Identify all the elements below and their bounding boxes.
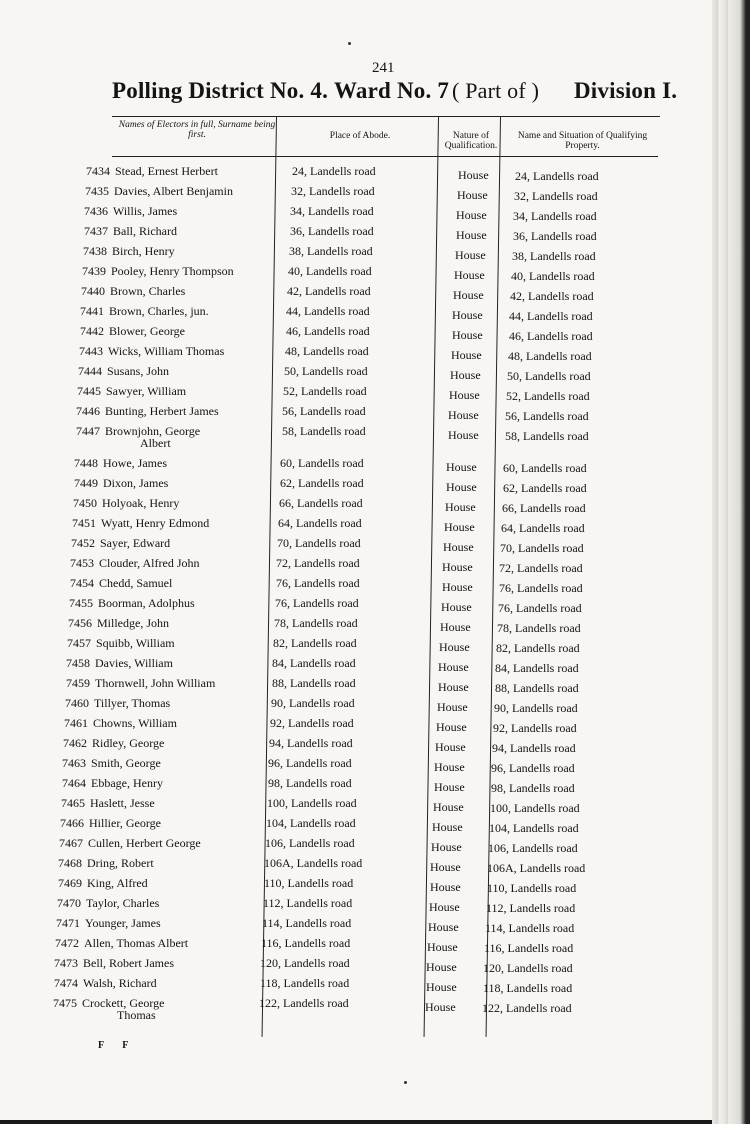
qualifying-property: 100, Landells road <box>490 801 580 815</box>
elector-number: 7473 <box>54 956 78 970</box>
place-of-abode: 106, Landells road <box>265 836 355 850</box>
qualifying-property: 118, Landells road <box>483 981 573 995</box>
qualification-nature: House <box>446 480 477 494</box>
place-of-abode: 72, Landells road <box>276 556 360 570</box>
elector-name: Crockett, George <box>82 996 165 1010</box>
place-of-abode: 66, Landells road <box>279 496 363 510</box>
elector-name: Wicks, William Thomas <box>108 344 225 358</box>
qualifying-property: 70, Landells road <box>500 541 584 555</box>
elector-number: 7435 <box>85 184 109 198</box>
qualification-nature: House <box>456 228 487 242</box>
qualifying-property: 98, Landells road <box>491 781 575 795</box>
elector-number: 7441 <box>80 304 104 318</box>
qualifying-property: 96, Landells road <box>491 761 575 775</box>
qualification-nature: House <box>440 620 471 634</box>
elector-name: Blower, George <box>109 324 185 338</box>
elector-name: Willis, James <box>113 204 178 218</box>
place-of-abode: 40, Landells road <box>288 264 372 278</box>
elector-row <box>0 896 700 914</box>
elector-name: Milledge, John <box>97 616 169 630</box>
place-of-abode: 118, Landells road <box>260 976 350 990</box>
qualifying-property: 106A, Landells road <box>487 861 586 875</box>
place-of-abode: 76, Landells road <box>276 576 360 590</box>
elector-number: 7467 <box>59 836 83 850</box>
elector-number: 7460 <box>65 696 89 710</box>
qualifying-property: 60, Landells road <box>503 461 587 475</box>
qualification-nature: House <box>441 600 472 614</box>
qualification-nature: House <box>434 780 465 794</box>
place-of-abode: 32, Landells road <box>291 184 375 198</box>
place-of-abode: 92, Landells road <box>270 716 354 730</box>
elector-row <box>0 676 700 694</box>
elector-name: Susans, John <box>107 364 170 378</box>
stacked-page-edges <box>712 0 750 1124</box>
elector-name: Squibb, William <box>96 636 175 650</box>
qualifying-property: 112, Landells road <box>486 901 576 915</box>
place-of-abode: 122, Landells road <box>259 996 349 1010</box>
qualifying-property: 90, Landells road <box>494 701 578 715</box>
qualifying-property: 110, Landells road <box>487 881 577 895</box>
elector-name: Hillier, George <box>89 816 161 830</box>
qualifying-property: 76, Landells road <box>498 601 582 615</box>
elector-number: 7471 <box>56 916 80 930</box>
elector-name: Ball, Richard <box>113 224 177 238</box>
elector-number: 7455 <box>69 596 93 610</box>
elector-row <box>0 696 700 714</box>
qualification-nature: House <box>434 760 465 774</box>
elector-number: 7464 <box>62 776 86 790</box>
qualifying-property: 94, Landells road <box>492 741 576 755</box>
place-of-abode: 96, Landells road <box>268 756 352 770</box>
elector-row <box>0 756 700 774</box>
qualification-nature: House <box>432 820 463 834</box>
qualification-nature: House <box>426 960 457 974</box>
qualifying-property: 46, Landells road <box>509 329 593 343</box>
place-of-abode: 114, Landells road <box>262 916 352 930</box>
elector-row <box>0 716 700 734</box>
place-of-abode: 120, Landells road <box>260 956 350 970</box>
elector-number: 7468 <box>58 856 82 870</box>
elector-name: Bunting, Herbert James <box>105 404 219 418</box>
qualifying-property: 50, Landells road <box>507 369 591 383</box>
elector-number: 7469 <box>58 876 82 890</box>
elector-name: Ebbage, Henry <box>91 776 163 790</box>
elector-name: Holyoak, Henry <box>102 496 180 510</box>
qualification-nature: House <box>448 408 479 422</box>
elector-row <box>0 184 700 202</box>
elector-name: Bell, Robert James <box>83 956 174 970</box>
place-of-abode: 24, Landells road <box>292 164 376 178</box>
elector-number: 7439 <box>82 264 106 278</box>
elector-name: Younger, James <box>85 916 161 930</box>
elector-name: Taylor, Charles <box>86 896 160 910</box>
qualifying-property: 114, Landells road <box>485 921 575 935</box>
elector-name: Tillyer, Thomas <box>94 696 171 710</box>
elector-row <box>0 856 700 874</box>
place-of-abode: 56, Landells road <box>282 404 366 418</box>
elector-name: Chedd, Samuel <box>99 576 173 590</box>
place-of-abode: 98, Landells road <box>268 776 352 790</box>
elector-name-continued: Thomas <box>117 1008 156 1022</box>
elector-name: Stead, Ernest Herbert <box>115 164 218 178</box>
qualification-nature: House <box>444 520 475 534</box>
qualifying-property: 72, Landells road <box>499 561 583 575</box>
qualification-nature: House <box>438 680 469 694</box>
place-of-abode: 112, Landells road <box>263 896 353 910</box>
elector-number: 7470 <box>57 896 81 910</box>
qualification-nature: House <box>450 368 481 382</box>
qualifying-property: 44, Landells road <box>509 309 593 323</box>
qualification-nature: House <box>426 980 457 994</box>
qualification-nature: House <box>446 460 477 474</box>
qualifying-property: 42, Landells road <box>510 289 594 303</box>
elector-name: Davies, Albert Benjamin <box>114 184 233 198</box>
qualifying-property: 38, Landells road <box>512 249 596 263</box>
qualifying-property: 32, Landells road <box>514 189 598 203</box>
elector-row <box>0 516 700 534</box>
elector-name: Sawyer, William <box>106 384 187 398</box>
elector-row <box>0 616 700 634</box>
qualifying-property: 66, Landells road <box>502 501 586 515</box>
elector-name: Howe, James <box>103 456 167 470</box>
place-of-abode: 44, Landells road <box>286 304 370 318</box>
elector-number: 7466 <box>60 816 84 830</box>
qualification-nature: House <box>425 1000 456 1014</box>
elector-number: 7465 <box>61 796 85 810</box>
elector-name: Brown, Charles <box>110 284 186 298</box>
elector-number: 7452 <box>71 536 95 550</box>
elector-row <box>0 956 700 974</box>
elector-row <box>0 996 700 1022</box>
qualification-nature: House <box>448 428 479 442</box>
part-of-label: ( Part of ) <box>452 78 540 103</box>
place-of-abode: 94, Landells road <box>269 736 353 750</box>
place-of-abode: 70, Landells road <box>277 536 361 550</box>
elector-name: Chowns, William <box>93 716 177 730</box>
elector-name: Birch, Henry <box>112 244 175 258</box>
qualifying-property: 62, Landells road <box>503 481 587 495</box>
elector-name: Brownjohn, George <box>105 424 201 438</box>
elector-name: Clouder, Alfred John <box>99 556 200 570</box>
qualification-nature: House <box>449 388 480 402</box>
elector-name: Ridley, George <box>92 736 165 750</box>
elector-name: King, Alfred <box>87 876 148 890</box>
place-of-abode: 110, Landells road <box>264 876 354 890</box>
place-of-abode: 84, Landells road <box>272 656 356 670</box>
header-bottom-rule <box>112 156 658 157</box>
elector-name: Wyatt, Henry Edmond <box>101 516 210 530</box>
elector-row <box>0 976 700 994</box>
elector-name: Davies, William <box>95 656 173 670</box>
elector-row <box>0 636 700 654</box>
column-header-names: Names of Electors in full, Surname being first. <box>118 120 276 140</box>
elector-number: 7456 <box>68 616 92 630</box>
qualifying-property: 104, Landells road <box>489 821 579 835</box>
qualification-nature: House <box>442 560 473 574</box>
qualifying-property: 106, Landells road <box>488 841 578 855</box>
qualification-nature: House <box>454 268 485 282</box>
qualifying-property: 58, Landells road <box>505 429 589 443</box>
elector-number: 7440 <box>81 284 105 298</box>
qualification-nature: House <box>429 900 460 914</box>
polling-district-title: Polling District No. 4. <box>112 78 329 103</box>
elector-row <box>0 384 700 402</box>
elector-name-continued: Albert <box>140 436 171 450</box>
column-header-property: Name and Situation of Qualifying Property. <box>517 131 648 151</box>
page-number: 241 <box>372 60 395 76</box>
place-of-abode: 104, Landells road <box>266 816 356 830</box>
elector-row <box>0 596 700 614</box>
elector-number: 7459 <box>66 676 90 690</box>
qualifying-property: 76, Landells road <box>499 581 583 595</box>
place-of-abode: 78, Landells road <box>274 616 358 630</box>
place-of-abode: 50, Landells road <box>284 364 368 378</box>
elector-row <box>0 344 700 362</box>
elector-row <box>0 816 700 834</box>
elector-row <box>0 264 700 282</box>
qualification-nature: House <box>457 188 488 202</box>
qualifying-property: 122, Landells road <box>482 1001 572 1015</box>
elector-number: 7454 <box>70 576 94 590</box>
elector-number: 7438 <box>83 244 107 258</box>
qualification-nature: House <box>430 880 461 894</box>
elector-row <box>0 776 700 794</box>
place-of-abode: 76, Landells road <box>275 596 359 610</box>
elector-row <box>0 224 700 242</box>
elector-number: 7453 <box>70 556 94 570</box>
ward-title: Ward No. 7 <box>334 78 450 103</box>
elector-row <box>0 876 700 894</box>
elector-number: 7451 <box>72 516 96 530</box>
elector-row <box>0 496 700 514</box>
qualifying-property: 24, Landells road <box>515 169 599 183</box>
elector-number: 7442 <box>80 324 104 338</box>
qualification-nature: House <box>456 208 487 222</box>
qualifying-property: 88, Landells road <box>495 681 579 695</box>
qualification-nature: House <box>427 940 458 954</box>
place-of-abode: 64, Landells road <box>278 516 362 530</box>
elector-number: 7458 <box>66 656 90 670</box>
qualifying-property: 36, Landells road <box>513 229 597 243</box>
qualification-nature: House <box>453 288 484 302</box>
qualification-nature: House <box>436 720 467 734</box>
elector-number: 7457 <box>67 636 91 650</box>
qualifying-property: 34, Landells road <box>513 209 597 223</box>
qualifying-property: 92, Landells road <box>493 721 577 735</box>
elector-row <box>0 364 700 382</box>
place-of-abode: 52, Landells road <box>283 384 367 398</box>
qualifying-property: 120, Landells road <box>483 961 573 975</box>
qualification-nature: House <box>438 660 469 674</box>
elector-row <box>0 736 700 754</box>
qualification-nature: House <box>430 860 461 874</box>
elector-row <box>0 304 700 322</box>
page-mark <box>348 42 351 45</box>
elector-name: Boorman, Adolphus <box>98 596 195 610</box>
qualifying-property: 82, Landells road <box>496 641 580 655</box>
qualifying-property: 48, Landells road <box>508 349 592 363</box>
elector-name: Sayer, Edward <box>100 536 171 550</box>
elector-row <box>0 244 700 262</box>
elector-number: 7445 <box>77 384 101 398</box>
elector-number: 7434 <box>86 164 110 178</box>
elector-row <box>0 324 700 342</box>
elector-name: Dixon, James <box>103 476 169 490</box>
qualification-nature: House <box>428 920 459 934</box>
elector-row <box>0 576 700 594</box>
qualification-nature: House <box>433 800 464 814</box>
qualification-nature: House <box>443 540 474 554</box>
elector-number: 7437 <box>84 224 108 238</box>
elector-number: 7463 <box>62 756 86 770</box>
qualification-nature: House <box>439 640 470 654</box>
elector-name: Brown, Charles, jun. <box>109 304 209 318</box>
qualification-nature: House <box>437 700 468 714</box>
elector-number: 7443 <box>79 344 103 358</box>
elector-name: Allen, Thomas Albert <box>84 936 189 950</box>
place-of-abode: 34, Landells road <box>290 204 374 218</box>
elector-row <box>0 656 700 674</box>
qualification-nature: House <box>431 840 462 854</box>
qualification-nature: House <box>452 308 483 322</box>
elector-row <box>0 936 700 954</box>
elector-row <box>0 164 700 182</box>
qualifying-property: 78, Landells road <box>497 621 581 635</box>
header-top-rule <box>112 116 660 117</box>
qualification-nature: House <box>445 500 476 514</box>
elector-number: 7450 <box>73 496 97 510</box>
page-mark <box>404 1081 407 1084</box>
column-header-abode: Place of Abode. <box>329 131 391 141</box>
elector-row <box>0 204 700 222</box>
elector-row <box>0 836 700 854</box>
elector-number: 7472 <box>55 936 79 950</box>
qualification-nature: House <box>442 580 473 594</box>
division-title: Division I. <box>574 78 678 103</box>
elector-number: 7449 <box>74 476 98 490</box>
elector-row <box>0 796 700 814</box>
qualifying-property: 40, Landells road <box>511 269 595 283</box>
elector-number: 7475 <box>53 996 77 1010</box>
place-of-abode: 58, Landells road <box>282 424 366 438</box>
footer-signature: F F <box>98 1040 137 1051</box>
elector-number: 7446 <box>76 404 100 418</box>
elector-row <box>0 424 700 450</box>
place-of-abode: 106A, Landells road <box>264 856 363 870</box>
place-of-abode: 38, Landells road <box>289 244 373 258</box>
qualification-nature: House <box>452 328 483 342</box>
elector-number: 7461 <box>64 716 88 730</box>
elector-row <box>0 404 700 422</box>
place-of-abode: 90, Landells road <box>271 696 355 710</box>
qualification-nature: House <box>458 168 489 182</box>
elector-number: 7448 <box>74 456 98 470</box>
qualifying-property: 52, Landells road <box>506 389 590 403</box>
elector-row <box>0 284 700 302</box>
elector-number: 7474 <box>54 976 78 990</box>
qualifying-property: 116, Landells road <box>484 941 574 955</box>
place-of-abode: 100, Landells road <box>267 796 357 810</box>
place-of-abode: 60, Landells road <box>280 456 364 470</box>
qualifying-property: 64, Landells road <box>501 521 585 535</box>
elector-number: 7447 <box>76 424 100 438</box>
elector-row <box>0 916 700 934</box>
elector-row <box>0 476 700 494</box>
place-of-abode: 62, Landells road <box>280 476 364 490</box>
place-of-abode: 46, Landells road <box>286 324 370 338</box>
place-of-abode: 116, Landells road <box>261 936 351 950</box>
qualification-nature: House <box>455 248 486 262</box>
elector-name: Walsh, Richard <box>83 976 157 990</box>
place-of-abode: 48, Landells road <box>285 344 369 358</box>
place-of-abode: 42, Landells road <box>287 284 371 298</box>
qualification-nature: House <box>451 348 482 362</box>
elector-name: Pooley, Henry Thompson <box>111 264 234 278</box>
elector-name: Smith, George <box>91 756 161 770</box>
elector-number: 7436 <box>84 204 108 218</box>
elector-number: 7444 <box>78 364 102 378</box>
place-of-abode: 88, Landells road <box>272 676 356 690</box>
elector-name: Cullen, Herbert George <box>88 836 201 850</box>
elector-number: 7462 <box>63 736 87 750</box>
qualification-nature: House <box>435 740 466 754</box>
elector-name: Thornwell, John William <box>95 676 216 690</box>
qualifying-property: 84, Landells road <box>495 661 579 675</box>
elector-row <box>0 456 700 474</box>
elector-row <box>0 536 700 554</box>
qualifying-property: 56, Landells road <box>505 409 589 423</box>
elector-name: Dring, Robert <box>87 856 154 870</box>
place-of-abode: 36, Landells road <box>290 224 374 238</box>
place-of-abode: 82, Landells road <box>273 636 357 650</box>
elector-row <box>0 556 700 574</box>
elector-name: Haslett, Jesse <box>90 796 155 810</box>
column-header-nature: Nature of Qualification. <box>444 131 498 151</box>
